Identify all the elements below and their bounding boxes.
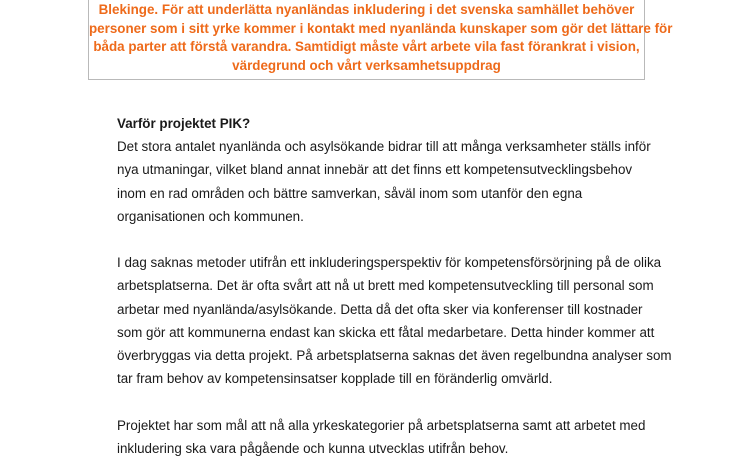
paragraph-2 xyxy=(117,251,677,390)
paragraph-line: inkludering ska vara pågående och kunna utvecklas utifrån behov. xyxy=(117,440,509,456)
paragraph-spacer xyxy=(117,390,677,413)
paragraph-3 xyxy=(117,414,677,460)
callout-line: Blekinge. För att underlätta nyanländas inkludering i det svenska samhället behöver xyxy=(98,2,635,18)
callout-line: båda parter att förstå varandra. Samtidigt måste vårt arbete vila fast förankrat i vision, xyxy=(93,39,640,55)
paragraph-spacer xyxy=(117,228,677,251)
paragraph-line: överbryggas via detta projekt. På arbetsplatserna saknas det även regelbundna analyser som xyxy=(117,348,672,364)
paragraph-line: inom en rad områden och bättre samverkan, såväl inom som utanför den egna xyxy=(117,185,583,201)
paragraph-line: Projektet har som mål att nå alla yrkeskategorier på arbetsplatserna samt att arbetet med xyxy=(117,417,646,433)
paragraph-line: som gör att kommunerna endast kan skicka ett fåtal medarbetare. Detta hinder kommer att xyxy=(117,324,655,340)
paragraph-line: arbetar med nyanlända/asylsökande. Detta då det ofta sker via konferenser till kostnader xyxy=(117,301,643,317)
callout-box xyxy=(88,0,673,80)
document-body xyxy=(117,112,677,460)
callout-line: värdegrund och vårt verksamhetsuppdrag xyxy=(232,57,501,73)
paragraph-1 xyxy=(117,135,677,228)
paragraph-line: Det stora antalet nyanlända och asylsökande bidrar till att många verksamheter ställs inför xyxy=(117,139,651,155)
paragraph-line: I dag saknas metoder utifrån ett inkluderingsperspektiv för kompetensförsörjning på de olika xyxy=(117,255,662,271)
paragraph-line: organisationen och kommunen. xyxy=(117,208,304,224)
callout-line: personer som i sitt yrke kommer i kontakt med nyanlända kunskaper som gör det lättare för xyxy=(89,20,673,36)
section-heading: Varför projektet PIK? xyxy=(117,116,251,131)
paragraph-line: nya utmaningar, vilket bland annat innebär att det finns ett kompetensutvecklingsbehov xyxy=(117,162,633,178)
paragraph-line: tar fram behov av kompetensinsatser kopplade till en föränderlig omvärld. xyxy=(117,371,553,387)
paragraph-line: arbetsplatserna. Det är ofta svårt att nå ut brett med kompetensutveckling till personal som xyxy=(117,278,654,294)
